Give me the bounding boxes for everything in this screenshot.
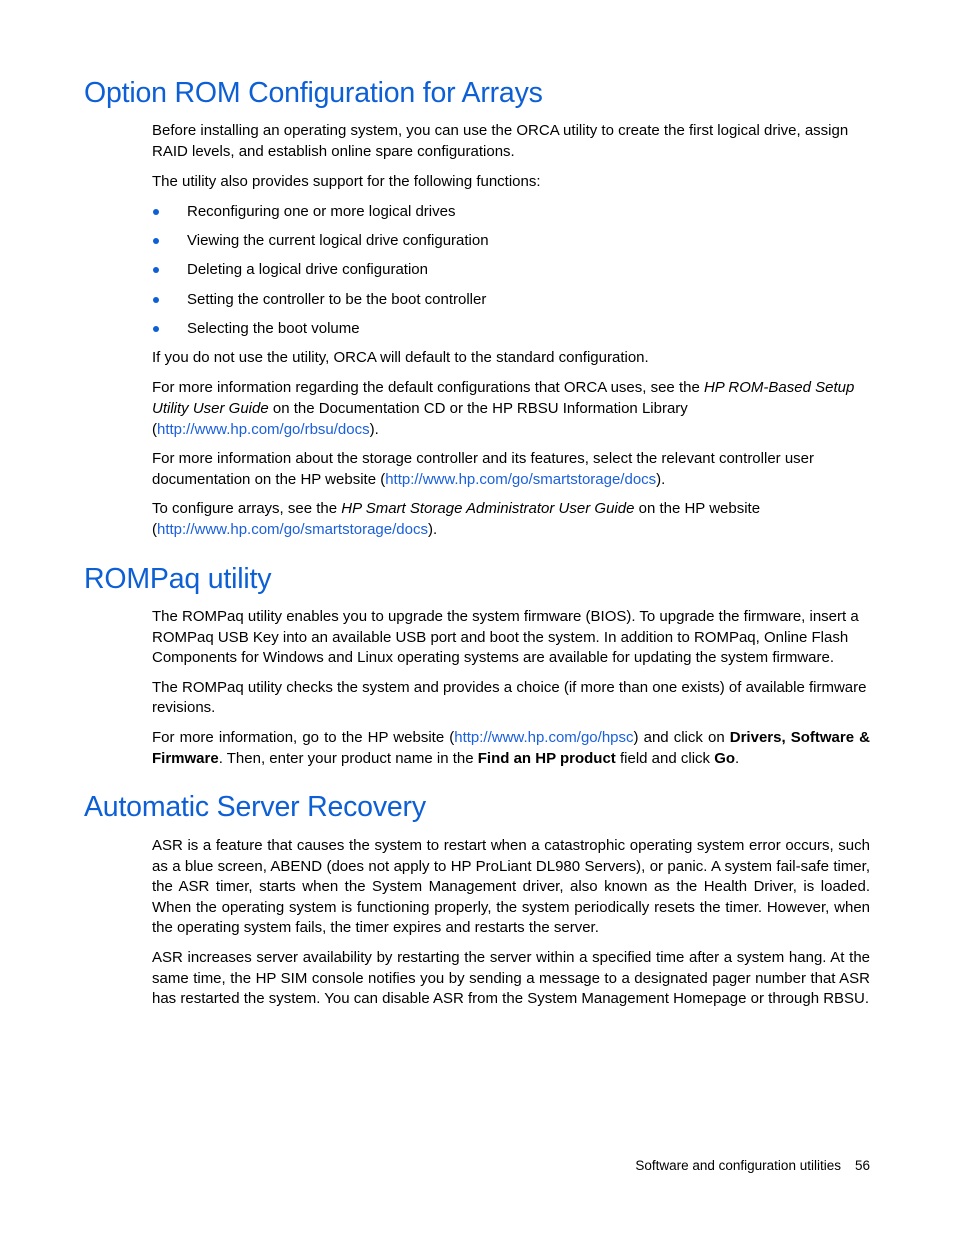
list-item (152, 231, 870, 260)
list-item-text: Selecting the boot volume (187, 319, 360, 337)
text-run: ). (656, 470, 666, 488)
section-heading-orca: Option ROM Configuration for Arrays (84, 77, 543, 109)
section-heading-asr: Automatic Server Recovery (84, 791, 426, 823)
ui-label: Drivers, Software & Firmware (152, 728, 870, 767)
list-item (152, 202, 870, 231)
rbsu-docs-link[interactable]: http://www.hp.com/go/rbsu/docs (157, 420, 370, 438)
text-run: For more information about the storage controller and its features, select the relevant controller user documentation on the HP website ( (152, 450, 814, 488)
text-run: For more information regarding the default configurations that ORCA uses, see the (152, 379, 704, 397)
list-item (152, 290, 870, 319)
function-list (152, 202, 870, 348)
bullet-icon (153, 267, 159, 273)
bullet-icon (153, 209, 159, 215)
text-run: . Then, enter your product name in the (218, 749, 478, 767)
doc-title: HP Smart Storage Administrator User Guide (341, 500, 635, 518)
ui-label: Find an HP product (477, 749, 616, 767)
list-item-text: Viewing the current logical drive configuration (187, 232, 489, 250)
bullet-icon (153, 238, 159, 244)
list-item (152, 260, 870, 289)
paragraph-storage (152, 449, 870, 490)
page-number: 56 (854, 1158, 870, 1173)
section-body-asr (152, 836, 870, 1010)
text-run: on the Documentation CD or the HP RBSU Information Library ( (152, 399, 688, 438)
paragraph: The ROMPaq utility checks the system and provides a choice (if more than one exists) of available firmware revisions. (152, 678, 867, 717)
list-item (152, 319, 870, 348)
section-body-orca (152, 121, 870, 541)
list-item-text: Reconfiguring one or more logical drives (187, 202, 456, 220)
paragraph: The utility also provides support for the following functions: (152, 173, 541, 191)
paragraph: ASR is a feature that causes the system to restart when a catastrophic operating system error occurs, such as a blue screen, ABEND (does not apply to HP ProLiant DL980 Servers), or panic. A system fail-safe timer, the ASR timer, starts when the System Management driver, also known as the Health Driver, is loaded. When the operating system is functioning properly, the system periodically resets the timer. However, when the operating system fails, the timer expires and restarts the server. (152, 837, 870, 937)
paragraph-arrays (152, 499, 870, 540)
page-footer (635, 1158, 870, 1173)
paragraph: The ROMPaq utility enables you to upgrade the system firmware (BIOS). To upgrade the firmware, insert a ROMPaq USB Key into an available USB port and boot the system. In addition to ROMPaq, Online Flash Components for Windows and Linux operating systems are available for updating the system firmware. (152, 608, 859, 667)
hpsc-link[interactable]: http://www.hp.com/go/hpsc (454, 728, 634, 746)
text-run: ) and click on (633, 728, 730, 746)
smartstorage-docs-link[interactable]: http://www.hp.com/go/smartstorage/docs (385, 470, 657, 488)
paragraph-rbsu (152, 378, 870, 440)
paragraph-hpsc (152, 728, 870, 769)
text-run: To configure arrays, see the (152, 500, 342, 518)
doc-title: HP ROM-Based Setup Utility User Guide (152, 379, 855, 417)
text-run: ). (369, 420, 379, 438)
list-item-text: Deleting a logical drive configuration (187, 261, 428, 279)
paragraph: ASR increases server availability by restarting the server within a specified time after a system hang. At the same time, the HP SIM console notifies you by sending a message to a designated pager number that ASR has restarted the system. You can disable ASR from the System Management Homepage or through RBSU. (152, 948, 870, 1008)
footer-section-title: Software and configuration utilities (635, 1158, 841, 1173)
text-run: on the HP website ( (152, 500, 761, 538)
section-body-rompaq (152, 607, 870, 769)
text-run: field and click (615, 749, 715, 767)
text-run: ). (427, 520, 438, 538)
section-heading-rompaq: ROMPaq utility (84, 563, 272, 595)
bullet-icon (153, 297, 159, 303)
ui-label: Go (714, 749, 736, 767)
list-item-text: Setting the controller to be the boot controller (187, 290, 487, 308)
text-run: For more information, go to the HP website ( (152, 728, 455, 746)
paragraph: Before installing an operating system, you can use the ORCA utility to create the first logical drive, assign RAID levels, and establish online spare configurations. (152, 122, 849, 160)
text-run: . (735, 749, 740, 767)
bullet-icon (153, 326, 159, 332)
paragraph: If you do not use the utility, ORCA will default to the standard configuration. (152, 349, 649, 367)
smartstorage-docs-link-2[interactable]: http://www.hp.com/go/smartstorage/docs (157, 520, 428, 538)
